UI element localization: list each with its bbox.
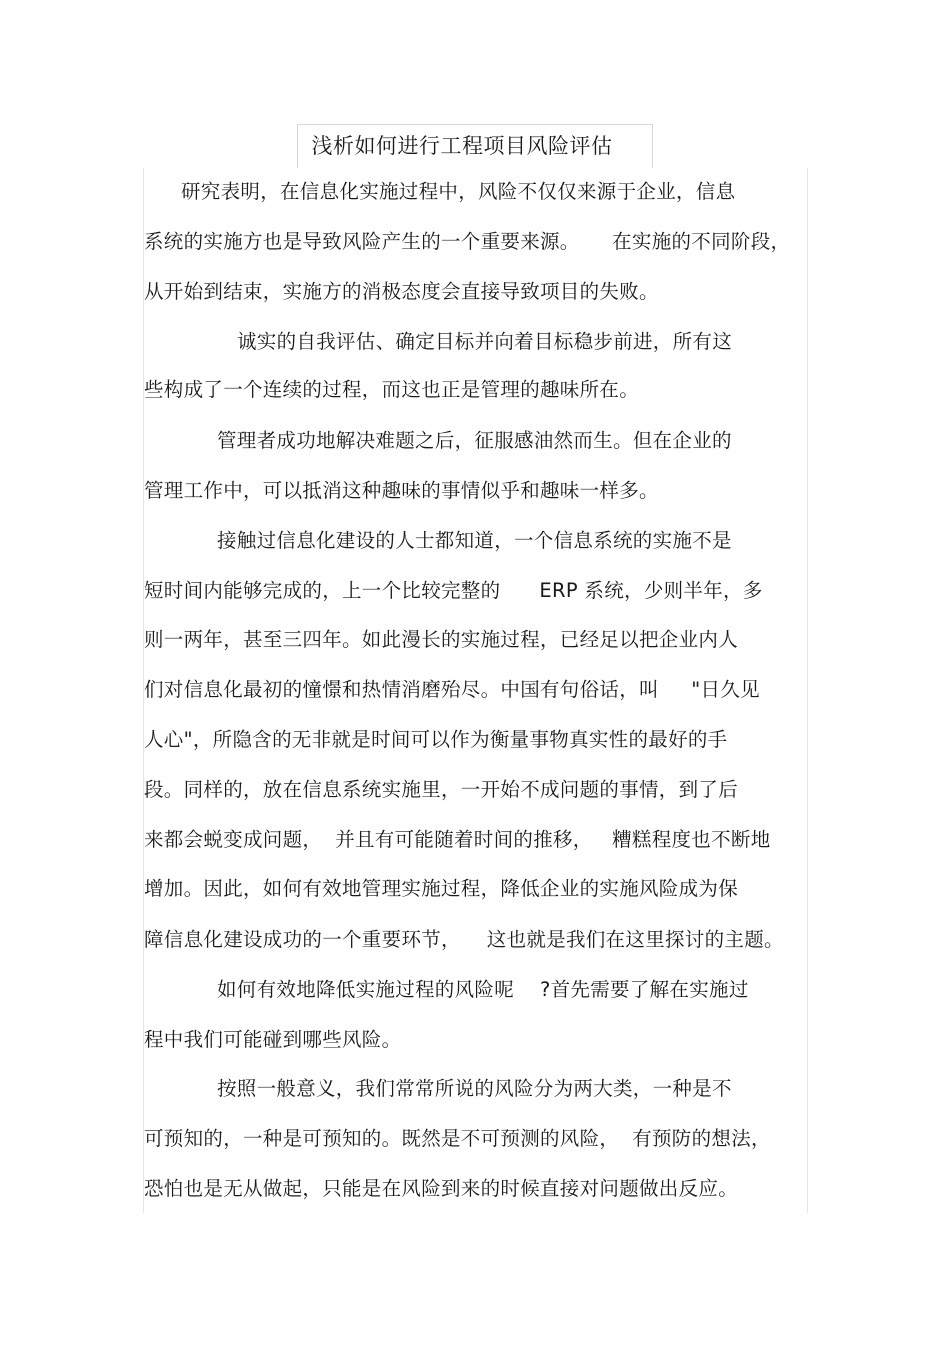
paragraph-line: 诚实的自我评估、确定目标并向着目标稳步前进，所有这 <box>237 330 733 353</box>
paragraph-line: 短时间内能够完成的，上一个比较完整的 ERP 系统，少则半年，多 <box>144 579 763 602</box>
paragraph-line: 管理者成功地解决难题之后，征服感油然而生。但在企业的 <box>217 429 732 452</box>
paragraph-line: 程中我们可能碰到哪些风险。 <box>144 1028 402 1051</box>
paragraph-line: 增加。因此，如何有效地管理实施过程，降低企业的实施风险成为保 <box>144 877 739 900</box>
paragraph-line: 人心"，所隐含的无非就是时间可以作为衡量事物真实性的最好的手 <box>144 728 728 751</box>
paragraph-line: 接触过信息化建设的人士都知道，一个信息系统的实施不是 <box>217 529 732 552</box>
paragraph-line: 们对信息化最初的憧憬和热情消磨殆尽。中国有句俗话，叫 "日久见 <box>144 678 760 701</box>
paragraph-line: 研究表明，在信息化实施过程中，风险不仅仅来源于企业，信息 <box>181 180 736 203</box>
paragraph-line: 段。同样的，放在信息系统实施里，一开始不成问题的事情，到了后 <box>144 778 739 801</box>
paragraph-line: 如何有效地降低实施过程的风险呢 ?首先需要了解在实施过 <box>217 978 749 1001</box>
paragraph-line: 恐怕也是无从做起，只能是在风险到来的时候直接对问题做出反应。 <box>144 1177 739 1200</box>
paragraph-line: 按照一般意义，我们常常所说的风险分为两大类，一种是不 <box>217 1077 732 1100</box>
paragraph-line: 障信息化建设成功的一个重要环节， 这也就是我们在这里探讨的主题。 <box>144 928 784 951</box>
document-title: 浅析如何进行工程项目风险评估 <box>311 134 613 158</box>
paragraph-line: 管理工作中，可以抵消这种趣味的事情似乎和趣味一样多。 <box>144 479 659 502</box>
paragraph-line: 可预知的，一种是可预知的。既然是不可预测的风险， 有预防的想法， <box>144 1127 771 1150</box>
paragraph-line: 从开始到结束，实施方的消极态度会直接导致项目的失败。 <box>144 280 659 303</box>
paragraph-line: 些构成了一个连续的过程，而这也正是管理的趣味所在。 <box>144 378 640 401</box>
paragraph-line: 则一两年，甚至三四年。如此漫长的实施过程，已经足以把企业内人 <box>144 628 739 651</box>
paragraph-line: 系统的实施方也是导致风险产生的一个重要来源。 在实施的不同阶段， <box>144 230 791 253</box>
paragraph-line: 来都会蜕变成问题， 并且有可能随着时间的推移， 糟糕程度也不断地 <box>144 828 771 851</box>
